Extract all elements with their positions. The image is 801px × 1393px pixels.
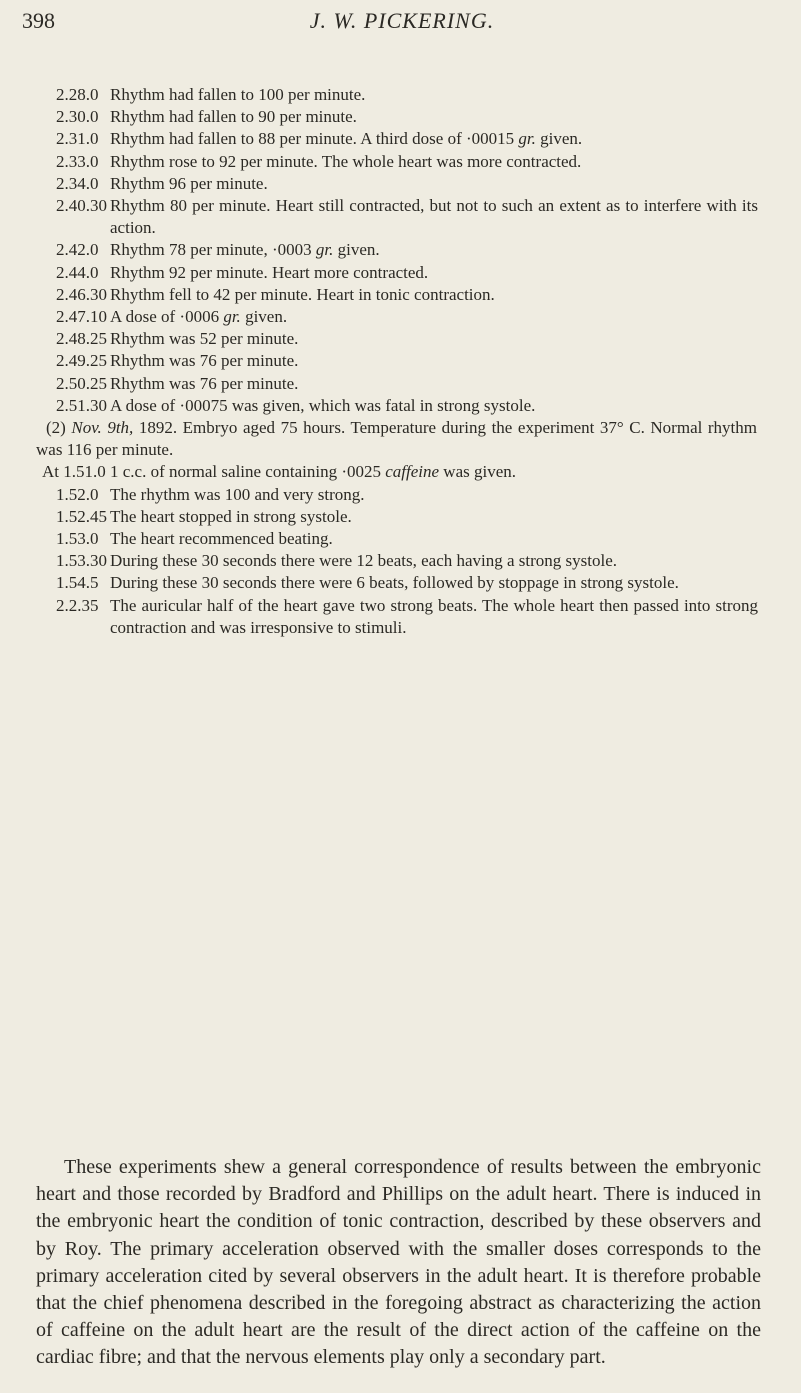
log-time: 2.48.25: [56, 329, 107, 349]
log-entry: [0, 128, 801, 150]
log-time: 2.28.0: [56, 85, 99, 104]
log-entry: [0, 195, 801, 239]
log-time: 2.34.0: [56, 173, 99, 193]
log-description: [110, 239, 758, 261]
log-time: 2.47.10: [56, 307, 107, 327]
page-number: 398: [22, 8, 55, 33]
log-entry: [0, 84, 801, 106]
log-time: 1.54.5: [56, 573, 99, 593]
log-text-italic: gr.: [315, 240, 334, 260]
log-description: [110, 461, 758, 483]
log-entry: [0, 151, 801, 173]
log-time: 1.53.30: [56, 551, 107, 571]
log-description: A dose of ·00075 was given, which was fatal in strong systole.: [110, 395, 536, 415]
experiment-2-intro: [0, 417, 801, 461]
log-entry: [0, 461, 801, 483]
experiment-number: (2): [46, 418, 66, 438]
log-time: 2.31.0: [56, 129, 99, 149]
experiment-log: [0, 84, 801, 639]
log-text: A dose of ·0006: [110, 307, 224, 327]
log-entry: [0, 506, 801, 528]
log-a: [0, 84, 801, 417]
log-time: 2.42.0: [56, 240, 99, 260]
log-text: Rhythm 78 per minute, ·0003: [110, 240, 316, 260]
log-description: The auricular half of the heart gave two strong beats. The whole heart then passed into strong contraction and was irresponsive to stimuli.: [110, 595, 758, 637]
log-text: 1 c.c. of normal saline containing ·0025: [110, 462, 386, 482]
log-text: was given.: [439, 462, 517, 482]
log-text-italic: gr.: [223, 307, 241, 327]
log-description: The rhythm was 100 and very strong.: [110, 484, 365, 504]
log-entry: [0, 173, 801, 195]
log-time: At 1.51.0: [42, 462, 106, 482]
log-time: 1.52.0: [56, 484, 99, 504]
log-time: 2.51.30: [56, 395, 107, 415]
log-text: given.: [333, 240, 380, 260]
conclusion-paragraph: These experiments shew a general correspondence of results between the embryonic heart and those recorded by Bradford and Phillips on the adult heart. There is induced in the embryonic heart the condition of tonic contraction, described by these observers and by Roy. The primary acceleration observed with the smaller doses corresponds to the primary acceleration cited by several observers in the adult heart. It is therefore probable that the chief phenomena described in the foregoing abstract as characterizing the action of caffeine on the adult heart are the result of the direct action of the caffeine on the cardiac fibre; and that the nervous elements play only a secondary part.: [36, 1156, 761, 1369]
log-b: [0, 461, 801, 639]
log-description: Rhythm was 76 per minute.: [110, 373, 299, 393]
log-time: 2.50.25: [56, 373, 107, 393]
log-description: Rhythm 80 per minute. Heart still contracted, but not to such an extent as to interfere with its action.: [110, 196, 758, 238]
log-text: given.: [535, 129, 583, 149]
log-entry: [0, 484, 801, 506]
log-description: Rhythm fell to 42 per minute. Heart in tonic contraction.: [110, 284, 495, 304]
log-description: Rhythm 92 per minute. Heart more contracted.: [110, 262, 429, 282]
log-time: 2.44.0: [56, 262, 99, 282]
experiment-date: Nov. 9th,: [71, 418, 134, 438]
page-header: [22, 3, 782, 39]
log-description: During these 30 seconds there were 6 beats, followed by stoppage in strong systole.: [110, 573, 679, 593]
log-description: Rhythm rose to 92 per minute. The whole heart was more contracted.: [110, 151, 582, 171]
log-time: 2.40.30: [56, 196, 107, 216]
log-text: Rhythm had fallen to 88 per minute. A third dose of ·00015: [110, 129, 519, 149]
log-text-italic: gr.: [518, 129, 536, 149]
running-head: J. W. PICKERING.: [309, 8, 495, 33]
log-entry: [0, 284, 801, 306]
log-description: Rhythm had fallen to 90 per minute.: [110, 107, 357, 127]
log-description: Rhythm was 76 per minute.: [110, 351, 299, 371]
log-text: given.: [240, 307, 288, 327]
log-description: [110, 306, 758, 328]
log-description: Rhythm 96 per minute.: [110, 173, 268, 193]
log-time: 2.46.30: [56, 284, 107, 304]
log-entry: [0, 328, 801, 350]
log-time: 1.53.0: [56, 529, 99, 549]
log-description: The heart recommenced beating.: [110, 529, 333, 549]
log-entry: [0, 528, 801, 550]
log-time: 2.33.0: [56, 151, 99, 171]
log-entry: [0, 572, 801, 594]
log-text-italic: caffeine: [385, 462, 440, 482]
log-time: 2.49.25: [56, 351, 107, 371]
log-entry: [0, 262, 801, 284]
log-description: During these 30 seconds there were 12 beats, each having a strong systole.: [110, 551, 618, 571]
log-time: 2.30.0: [56, 107, 99, 127]
log-description: Rhythm was 52 per minute.: [110, 329, 299, 349]
log-entry: [0, 395, 801, 417]
log-description: The heart stopped in strong systole.: [110, 506, 352, 526]
log-time: 2.2.35: [56, 595, 99, 615]
log-entry: [0, 350, 801, 372]
log-time: 1.52.45: [56, 506, 107, 526]
log-entry: [0, 306, 801, 328]
log-entry: [0, 106, 801, 128]
log-entry: [0, 239, 801, 261]
experiment-intro: 1892. Embryo aged 75 hours. Temperature during the experiment 37° C. Normal rhythm was 116 per minute.: [36, 418, 757, 460]
log-entry: [0, 373, 801, 395]
log-description: Rhythm had fallen to 100 per minute.: [110, 85, 366, 104]
log-description: [110, 128, 758, 150]
log-entry: [0, 550, 801, 572]
log-entry: [0, 595, 801, 639]
